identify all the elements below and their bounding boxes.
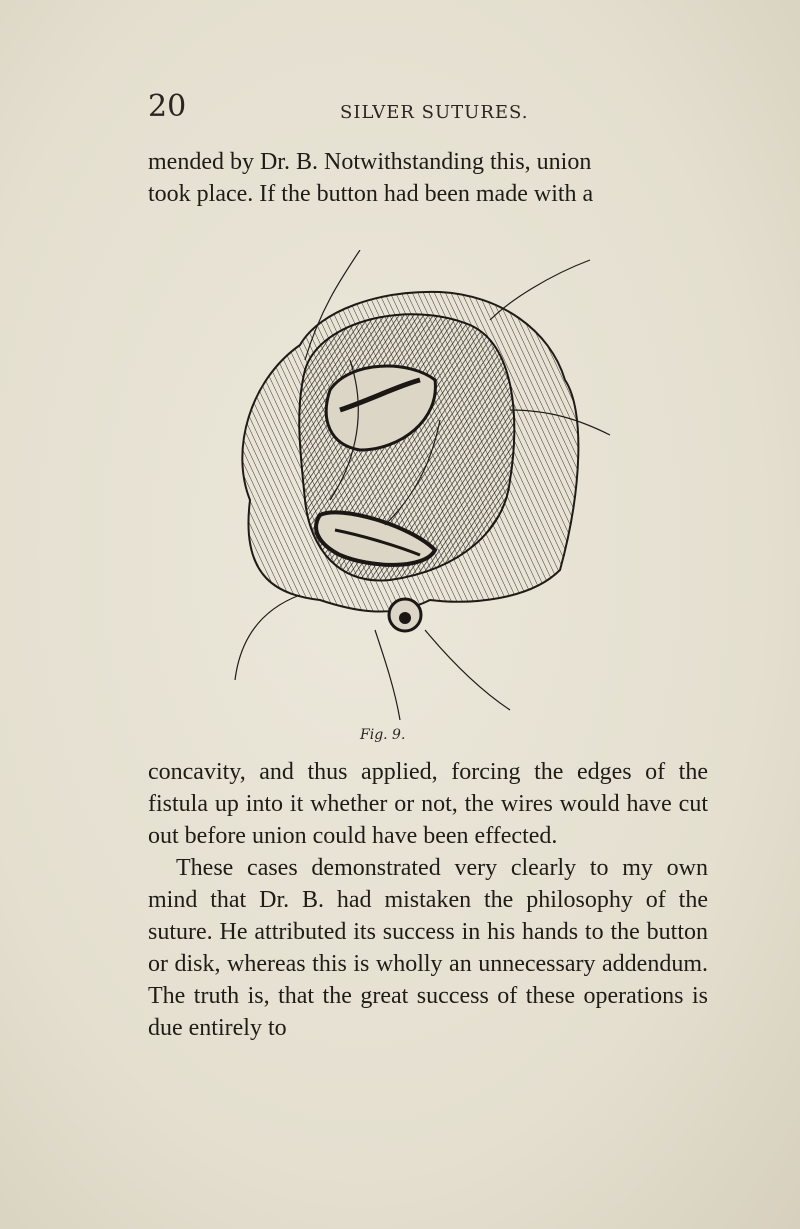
text-line-2: took place. If the button had been made with a	[148, 181, 594, 207]
surgical-illustration-graphic	[210, 250, 630, 720]
page-number: 20	[148, 89, 187, 124]
text-line-1: mended by Dr. B. Notwithstanding this, union	[148, 149, 592, 175]
surgical-illustration	[210, 250, 630, 720]
paragraph-1: concavity, and thus applied, forcing the edges of the fistula up into it whether or not, the wires would have cut out before union could have been effected.	[148, 759, 708, 849]
paragraph-top	[148, 146, 708, 210]
figure-caption: Fig. 9.	[360, 727, 406, 743]
page-header	[148, 90, 708, 130]
paragraph-2: These cases demonstrated very clearly to my own mind that Dr. B. had mistaken the philosophy of the suture. He attributed its success in his hands to the button or disk, whereas this is wholly an unnecessary addendum. The truth is, that the great success of these operations is due entirely to	[148, 855, 708, 1041]
paragraph-bottom	[148, 756, 708, 1044]
running-head: SILVER SUTURES.	[340, 102, 529, 123]
